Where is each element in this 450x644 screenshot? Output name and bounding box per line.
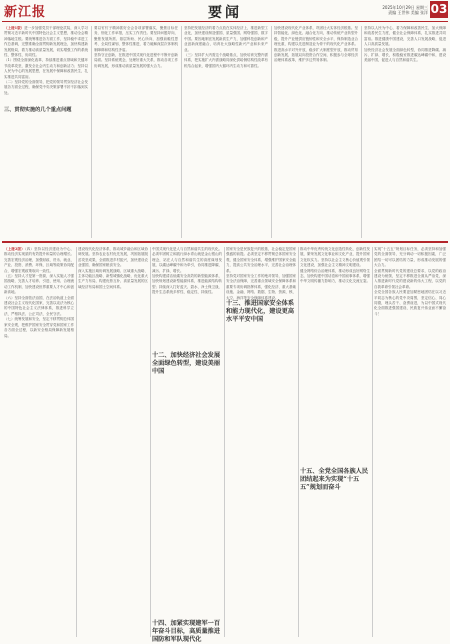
lower-c4b: 坚持党对国家安全工作的绝对领导，加强国家安全法治保障，完善重点领域安全保障体系和重要专项协调指挥体系，强化经济、重大基础设施、金融、网络、数据、生物、资源、核、太空、海洋等安全保障体系建设。: [226, 274, 296, 300]
lead-tag: （上接1版）: [4, 26, 25, 30]
divider: [271, 26, 272, 238]
upper-c5: 坚持以人民为中心，着力保障和改善民生，加大保障和改善民生力度，健全社会保障体系，扎实推进共同富裕。推进健康中国建设，完善人口发展战略，促进人口高质量发展。: [364, 26, 446, 47]
header-rule: [2, 21, 448, 22]
lower-c6: 实现“十五五”规划目标任务，必须坚持和加强党的全面领导，充分调动一切积极因素，广泛团结一切可以团结的力量，形成推动发展的强大合力。: [374, 247, 446, 268]
divider: [361, 26, 362, 238]
upper-c1b: （1）围绕全面深化改革，持续推进重点领域和关键环节改革攻坚，激发全社会内生动力和创新活力；坚持以人民为中心的发展思想，在发展中保障和改善民生，扎实推进共同富裕。: [4, 58, 88, 79]
lower-c2b: 深入实施区域协调发展战略、区域重大战略、主体功能区战略、新型城镇化战略，优化重大生产力布局，构建优势互补、高质量发展的区域经济布局和国土空间体系。: [78, 268, 148, 289]
lower-column-6: [374, 247, 446, 637]
subheading-thirteen: 十三、推进国家安全体系和能力现代化，建设更高水平平安中国: [226, 300, 295, 323]
upper-c3b: （三）坚持扩大内需这个战略基点，加快培育完整内需体系，把实施扩大内需战略同深化供给侧结构性改革有机结合起来，增强国内大循环内生动力和可靠性。: [184, 53, 268, 68]
lower-c6c: 全党全国各族人民要更加紧密地团结在以习近平同志为核心的党中央周围，坚定信心、同心同德，埋头苦干、奋勇前进，为以中国式现代化全面推进强国建设、民族复兴伟业而不懈奋斗！: [374, 290, 446, 316]
lower-column-2: [78, 247, 148, 637]
upper-c4b: 推进高水平对外开放，稳步扩大制度型开放，推动贸易创新发展，拓展双向投资合作空间，积极参与全球经济治理体系改革，维护多边贸易体制。: [274, 47, 358, 63]
date-meta: [382, 5, 428, 15]
upper-c3: 坚持把发展经济的着力点放在实体经济上，推进新型工业化，加快建设制造强国、质量强国、网络强国、数字中国。要因地制宜发展新质生产力，加强科技创新和产业创新深度融合，培育壮大战略性新兴产业和未来产业。: [184, 26, 268, 52]
upper-c1c: （二）坚持党的全面领导，把党的领导贯穿经济社会发展各方面全过程，确保党中央决策部署不折不扣落到实处。: [4, 80, 88, 95]
page-number-badge: 03: [430, 2, 448, 16]
divider: [224, 247, 225, 637]
lower-c1b: （五）坚持人才是第一资源，深入实施人才强国战略，完善人才培养、引进、使用、合理流动工作机制，加快建设世界重要人才中心和创新高地。: [4, 274, 74, 295]
upper-c4: 加快建设现代化产业体系，巩固壮大实体经济根基。坚持智能化、绿色化、融合化方向，推动传统产业转型升级，提升产业链供应链韧性和安全水平，保持制造业合理比重，构建以先进制造业为骨干的现代化产业体系。: [274, 26, 358, 47]
page-header: [0, 0, 450, 22]
upper-c1: 进一步加强党员干部理论武装，深入学习贯彻习近平新时代中国特色社会主义思想，推动全会精神落地生根。要统筹推进各方面工作，坚持稳中求进工作总基调，完整准确全面贯彻新发展理念，加快构建新发展格局，着力推动高质量发展，切实增强工作的系统性、整体性、协同性。: [4, 26, 88, 58]
lower-c1: （四）坚持以经济建设为中心，推动经济实现质的有效提升和量的合理增长。完善宏观经济治理，加强财政、货币、就业、产业、投资、消费、环保、区域等政策协同配合，增强宏观政策取向一致性。: [4, 247, 74, 273]
upper-c2: 要以钉钉子精神抓好全会各项部署落实，聚焦目标任务，细化工作举措，压实工作责任。要坚持问题导向，聚焦发展所需、基层所盼、民心所向，加强前瞻性思考、全局性谋划、整体性推进，着力破解深层次体制机制障碍和结构性矛盾。: [94, 26, 178, 52]
masthead-logo: 新江报: [4, 5, 47, 20]
upper-column-2: [94, 26, 178, 238]
divider: [372, 247, 373, 637]
divider: [150, 247, 151, 637]
subheading-fourteen: 十四、加紧实现建军一百年奋斗目标，高质量推进国防和军队现代化: [152, 620, 221, 643]
divider: [91, 26, 92, 238]
date-line: 2025年10月29日 星期三: [382, 5, 428, 10]
section-title: 要闻: [208, 5, 242, 21]
divider: [181, 26, 182, 238]
second-tag: （上接2版）: [4, 247, 25, 251]
section-divider: [2, 241, 448, 243]
lower-c3: 中国式现代化是人与自然和谐共生的现代化。必须牢固树立和践行绿水青山就是金山银山的理念，站在人与自然和谐共生的高度谋划发展，以碳达峰碳中和为牵引，协同推进降碳、减污、扩绿、增长。: [152, 247, 222, 273]
upper-column-3: [184, 26, 268, 238]
lower-c5b: 健全网络综合治理体系，推动形成良好网络生态，加快构建中国话语和中国叙事体系，增强中华文明传播力影响力，推动文化交流互鉴。: [300, 268, 370, 284]
lower-c2: 建设现代化经济体系，推动城乡融合和区域协调发展。坚持农业农村优先发展，巩固拓展脱贫攻坚成果，全面推进乡村振兴，加快建设农业强国，确保国家粮食安全。: [78, 247, 148, 268]
lower-c1c: （六）坚持全面依法治国，在法治轨道上全面建设社会主义现代化国家，完善以宪法为核心的中国特色社会主义法律体系，推进科学立法、严格执法、公正司法、全民守法。: [4, 295, 74, 316]
divider: [298, 247, 299, 637]
lower-column-5: [300, 247, 370, 637]
divider: [76, 247, 77, 637]
subheading-twelve: 十二、加快经济社会发展全面绿色转型，建设美丽中国: [152, 352, 221, 375]
lower-column-3: [152, 247, 222, 637]
lower-c1d: （七）统筹发展和安全，坚定不移贯彻总体国家安全观，把维护国家安全贯穿党和国家工作各方面全过程，以新安全格局保障新发展格局。: [4, 317, 74, 338]
lower-c3b: 加快构建清洁低碳安全高效的新型能源体系，加快规划建设新型能源体系，推进能源结构转型；持续深入打好蓝天、碧水、净土保卫战，提升生态系统多样性、稳定性、持续性。: [152, 274, 222, 295]
upper-c2b: 坚持守正创新，在推进中国式现代化进程中不断开创新局面。坚持系统观念，处理好重大关系，推动各项工作协调发展，形成推动高质量发展的强大合力。: [94, 53, 178, 68]
upper-column-5: [364, 26, 446, 238]
upper-c5b: 加快经济社会发展全面绿色转型，协同推进降碳、减污、扩绿、增长，积极稳妥推进碳达峰碳中和，建设美丽中国，促进人与自然和谐共生。: [364, 47, 446, 63]
lower-column-1: [4, 247, 74, 637]
editor-line: 责编 王世伟 美编 张洋: [388, 10, 428, 15]
subheading-three: 三、贯彻实施的几个重点问题: [4, 107, 88, 114]
upper-column-1: [4, 26, 88, 238]
lower-c6b: 全面贯彻新时代党的建设总要求，以党的政治建设为统领，坚定不移推进全面从严治党，深入推进新时代党的建设新的伟大工程，以党的自我革命引领社会革命。: [374, 268, 446, 289]
lower-c5: 推动中华优秀传统文化创造性转化、创新性发展，繁荣发展文化事业和文化产业，提升国家文化软实力。坚持以社会主义核心价值观引领文化建设，加强社会主义精神文明建设。: [300, 247, 370, 268]
lower-c4: 国家安全是民族复兴的根基，社会稳定是国家强盛的前提。必须坚定不移贯彻总体国家安全观，健全国家安全体系，增强维护国家安全能力，提高公共安全治理水平，完善社会治理体系。: [226, 247, 296, 273]
upper-column-4: [274, 26, 358, 238]
subheading-fifteen: 十五、全党全国各族人民团结起来为实现“十五五”规划而奋斗: [300, 468, 369, 491]
